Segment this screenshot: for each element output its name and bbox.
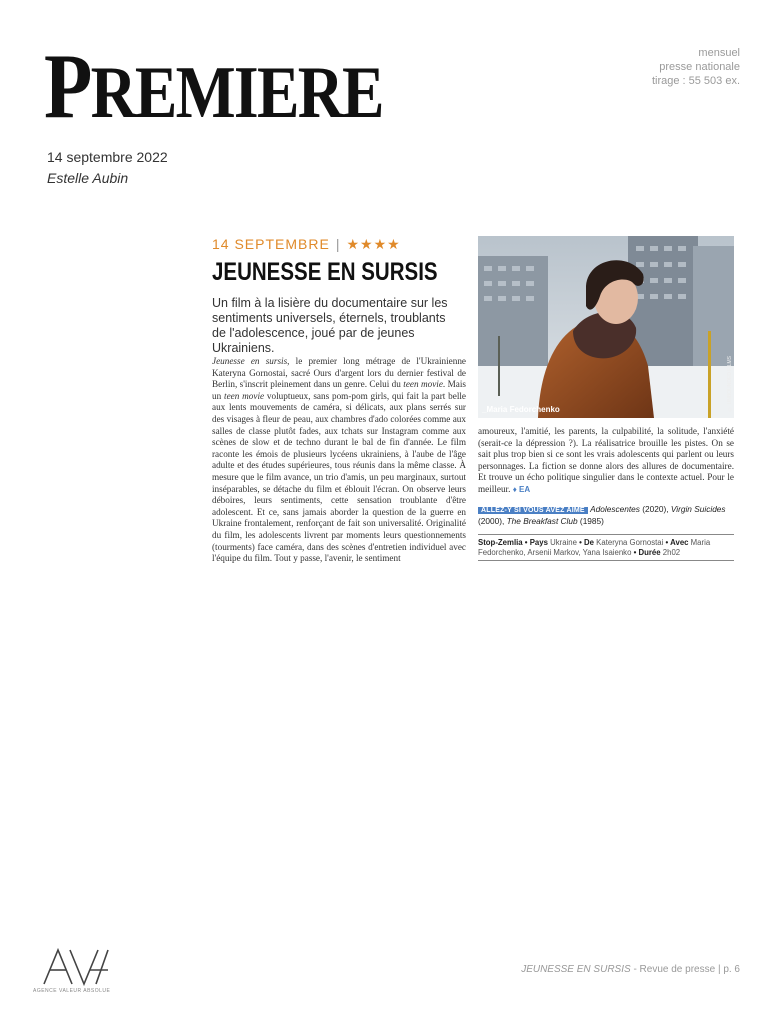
- agency-logo-icon: [40, 946, 112, 986]
- footer-page-info: - Revue de presse | p. 6: [630, 964, 740, 975]
- page-footer: [521, 964, 740, 975]
- photo-credit: © UNBOUNDED FILMS: [727, 356, 733, 412]
- pub-type: presse nationale: [659, 61, 740, 73]
- author-initials: ♦ EA: [512, 484, 531, 494]
- photo-caption: _Maria Fedorchenko: [482, 405, 560, 414]
- rating-stars: ★★★★: [346, 236, 401, 252]
- article-kicker: [212, 236, 401, 253]
- release-date: 14 SEPTEMBRE: [212, 236, 330, 252]
- article-column-1: Jeunesse en sursis, le premier long métrage de l'Ukrainienne Kateryna Gornostai, sacré Ours d'argent lors du dernier festival de Berlin, s'inscrit pleinement dans un genre. Celui du teen movie. Mais un teen movie voluptueux, sans pom-pom girls, qui fait la part belle aux lents mouvements de caméra, si délicats, aux plans serrés sur des visages à fleur de peau, aux chambres d'ado colorées comme aux salles de classe plutôt fades, aux tchats sur Instagram comme aux scènes de slow et de techno durant le bal de fin d'année. Le film raconte les émois de plusieurs lycéens ukrainiens, à l'aube de l'âge adulte et des études supérieures, tous réunis dans la même classe. À mesure que le film avance, un trio d'amis, un peu marginaux, surtout inséparables, se détache du film et éblouit l'écran. On observe leurs déboires, leurs sentiments, cette sensation troublante d'être adolescent. Et ce, sans jamais aborder la question de la guerre en Ukraine frontalement, renforçant de fait son universalité. Originalité du film, les adolescents livrent par moments leurs questionnements (tourments) face caméra, dans des scènes d'entretien individuel avec l'équipe du film. Tout y passe, l'avenir, le sentiment: [212, 356, 466, 564]
- original-title: Stop-Zemlia: [478, 538, 523, 547]
- publication-info: [652, 46, 740, 88]
- rec-film-3: The Breakfast Club: [506, 516, 578, 526]
- agency-logo: [40, 946, 112, 991]
- film-title-italic: Jeunesse en sursis: [212, 356, 288, 366]
- rec-film-1: Adolescentes: [590, 504, 640, 514]
- author-name: Estelle Aubin: [47, 170, 129, 186]
- footer-film-title: JEUNESSE EN SURSIS: [521, 964, 631, 975]
- article-headline: JEUNESSE EN SURSIS: [212, 258, 438, 286]
- recommendation-box: ALLEZ-Y SI VOUS AVEZ AIMÉ Adolescentes (2020), Virgin Suicides (2000), The Breakfast Club (1985): [478, 504, 726, 526]
- article-column-2: amoureux, l'amitié, les parents, la culpabilité, la solitude, l'anxiété (serait-ce la dépression ?). La réalisatrice brouille les pistes. On se sait plus trop bien si ce sont les vrais adolescents qui parlent ou leurs personnages. La fiction se donne alors des allures de documentaire. Et trouve un écho politique singulier dans le contexte actuel. Pour le meilleur. ♦ EA: [478, 426, 734, 494]
- article-standfirst: Un film à la lisière du documentaire sur les sentiments universels, éternels, troublants de l'adolescence, joué par de jeunes Ukrainiens.: [212, 296, 448, 355]
- masthead-logo: PREMIERE: [44, 35, 383, 137]
- film-info-box: Stop-Zemlia • Pays Ukraine • De Kateryna Gornostai • Avec Maria Fedorchenko, Arsenii Markov, Yana Isaienko • Durée 2h02: [478, 534, 734, 561]
- agency-logo-caption: AGENCE VALEUR ABSOLUE: [33, 988, 111, 994]
- recommendation-tag: ALLEZ-Y SI VOUS AVEZ AIMÉ: [478, 507, 588, 514]
- photo-illustration: [478, 236, 734, 418]
- publication-date: 14 septembre 2022: [47, 149, 168, 165]
- kicker-separator: |: [335, 236, 341, 252]
- film-still-photo: [478, 236, 734, 418]
- pub-frequency: mensuel: [698, 47, 740, 59]
- pub-circulation: tirage : 55 503 ex.: [651, 75, 740, 87]
- rec-film-2: Virgin Suicides: [670, 504, 726, 514]
